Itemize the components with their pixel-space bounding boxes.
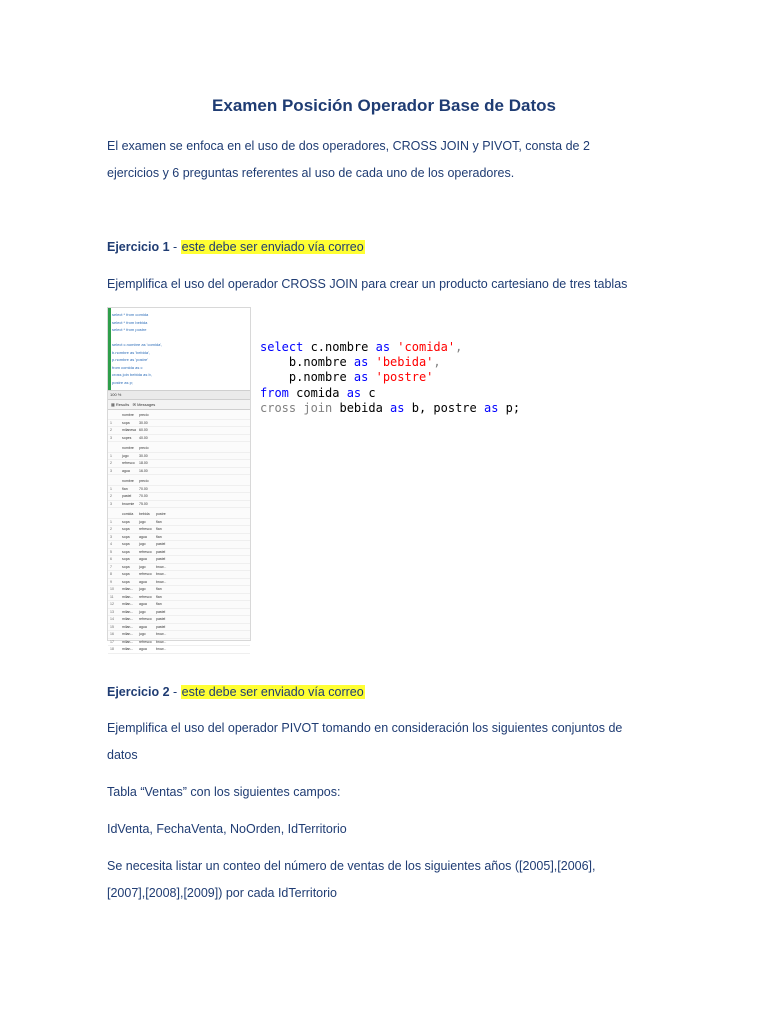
requirement-line-1: Se necesita listar un conteo del número de ventas de los siguientes años ([2005],[2006], [107,859,596,873]
result-row [108,468,250,476]
result-cell: sopa [122,557,130,561]
result-row-number: 11 [110,594,114,599]
screenshot-result-set [108,478,250,508]
result-row [108,564,250,572]
result-column-header: bebida [139,512,150,516]
result-cell: refresco [139,572,152,576]
screenshot-editor-line: select * from bebida [112,319,148,325]
result-row [108,571,250,579]
result-row [108,460,250,468]
result-cell: agua [139,534,147,539]
result-row-number: 17 [110,639,114,644]
result-row [108,453,250,461]
result-header-row [108,478,250,486]
result-cell: sopa [122,549,130,554]
result-row [108,639,250,647]
result-row-number: 2 [110,461,112,465]
result-cell: pastel [156,549,166,554]
ventas-table-line: Tabla “Ventas” con los siguientes campos: [107,785,341,799]
result-cell: jugo [139,542,146,546]
result-row-number: 9 [110,579,112,584]
result-row [108,420,250,428]
result-cell: jugo [139,519,146,524]
screenshot-editor-line: select c.nombre as 'comida', [112,342,163,347]
result-cell: brownie [122,501,135,506]
result-cell: pastel [156,557,166,561]
result-row [108,631,250,639]
result-cell: agua [139,557,147,561]
result-cell: agua [139,579,147,584]
result-cell: refresco [139,617,152,621]
code-line-5: cross join bebida as b, postre as p; [260,400,521,415]
result-cell: 16.00 [139,468,148,473]
requirement-paragraph [107,853,647,907]
result-cell: agua [139,602,147,606]
result-cell: sopa [122,527,130,531]
result-cell: sopa [122,542,130,546]
result-cell: milan... [122,639,134,644]
ventas-fields-line: IdVenta, FechaVenta, NoOrden, IdTerritorio [107,822,347,836]
result-cell: pastel [122,494,132,498]
result-row-number: 15 [110,624,114,629]
result-cell: pastel [156,609,166,614]
result-row [108,601,250,609]
result-cell: flan [156,594,162,599]
result-cell: refresco [139,527,152,531]
screenshot-editor-pane [108,308,250,391]
exercise-1-heading [107,240,365,254]
result-cell: sopa [122,519,130,524]
result-row [108,609,250,617]
screenshot-result-tabs [108,400,250,410]
screenshot-result-set [108,445,250,475]
result-cell: milan... [122,594,134,599]
result-column-header: precio [139,479,149,483]
exercise-2-note: este debe ser enviado vía correo [181,685,364,699]
result-cell: agua [122,468,130,473]
exercise-2-desc-line-2: datos [107,748,138,762]
code-line-3: p.nombre as 'postre' [260,370,434,385]
result-cell: refresco [122,461,135,465]
result-row-number: 3 [110,435,112,440]
result-header-row [108,511,250,519]
result-cell: pastel [156,542,166,546]
result-column-header: precio [139,446,149,450]
result-cell: flan [156,519,162,524]
result-row-number: 1 [110,420,112,425]
result-row-number: 6 [110,557,112,561]
result-cell: milanesa [122,428,137,432]
tab-messages: Messages [137,402,156,407]
screenshot-result-set [108,412,250,442]
result-column-header: nombre [122,446,134,450]
result-cell: 70.00 [139,486,148,491]
result-row [108,549,250,557]
screenshot-editor-line: p.nombre as 'postre' [112,357,148,362]
result-cell: brow... [156,579,167,584]
result-row [108,501,250,509]
exercise-2-desc-line-1: Ejemplifica el uso del operador PIVOT tomando en consideración los siguientes conjuntos de [107,721,623,735]
result-row [108,486,250,494]
page-title: Examen Posición Operador Base de Datos [212,96,556,115]
result-row-number: 2 [110,428,112,432]
result-row-number: 3 [110,534,112,539]
result-row-number: 12 [110,602,114,606]
exercise-1-description: Ejemplifica el uso del operador CROSS JOIN para crear un producto cartesiano de tres tablas [107,277,628,291]
result-row-number: 1 [110,453,112,458]
result-cell: sopa [122,579,130,584]
screenshot-editor-line: postre as p; [112,379,133,385]
screenshot-editor-line: b.nombre as 'bebida', [112,349,150,355]
screenshot-result-sets [108,412,250,654]
code-line-4: from comida as c [260,385,376,400]
result-row-number: 13 [110,609,114,614]
result-cell: 18.00 [139,461,148,465]
result-row-number: 4 [110,542,112,546]
result-row-number: 8 [110,572,112,576]
result-row [108,646,250,654]
result-cell: milan... [122,617,134,621]
result-column-header: comida [122,512,134,516]
result-cell: 75.00 [139,501,148,506]
result-cell: flan [156,602,162,606]
result-cell: flan [156,534,162,539]
result-cell: jugo [139,587,146,591]
result-row [108,427,250,435]
result-cell: 40.00 [139,435,148,440]
result-row [108,556,250,564]
result-cell: jugo [139,632,146,636]
result-cell: brow... [156,564,167,569]
result-cell: milan... [122,624,134,629]
sql-editor-screenshot [107,307,251,651]
result-cell: milan... [122,632,134,636]
result-cell: brow... [156,647,167,651]
result-row-number: 3 [110,501,112,506]
result-row [108,616,250,624]
result-row-number: 18 [110,647,114,651]
result-cell: agua [139,647,147,651]
result-row-number: 16 [110,632,114,636]
result-row-number: 3 [110,468,112,473]
result-cell: flan [156,527,162,531]
result-cell: pastel [156,617,166,621]
intro-paragraph [107,133,647,187]
result-row-number: 10 [110,587,114,591]
result-cell: jugo [139,609,146,614]
result-cell: milan... [122,647,134,651]
result-cell: milan... [122,609,134,614]
result-cell: brow... [156,632,167,636]
result-cell: refresco [139,549,152,554]
result-column-header: nombre [122,413,134,417]
results-grid-icon: ▦ [111,402,115,407]
result-row [108,534,250,542]
intro-line-1: El examen se enfoca en el uso de dos operadores, CROSS JOIN y PIVOT, consta de 2 [107,139,590,153]
result-row [108,586,250,594]
screenshot-result-set [108,511,250,654]
result-cell: refresco [139,594,152,599]
exercise-2-heading [107,685,365,699]
screenshot-editor-line: from comida as c [112,364,143,370]
result-cell: sopa [122,534,130,539]
result-row-number: 7 [110,564,112,569]
result-cell: jugo [139,564,146,569]
result-cell: flan [122,486,128,491]
result-row-number: 5 [110,549,112,554]
requirement-line-2: [2007],[2008],[2009]) por cada IdTerritorio [107,886,338,900]
screenshot-editor-line: select * from comida [112,312,149,317]
result-row-number: 1 [110,486,112,491]
result-row-number: 1 [110,519,112,524]
result-cell: refresco [139,639,152,644]
result-cell: jugo [122,453,129,458]
exercise-2-description [107,715,647,769]
screenshot-change-gutter [108,308,111,390]
result-row [108,493,250,501]
exercise-1-label: Ejercicio 1 [107,240,170,254]
intro-line-2: ejercicios y 6 preguntas referentes al uso de cada uno de los operadores. [107,166,515,180]
result-column-header: precio [139,413,149,417]
result-row-number: 14 [110,617,114,621]
result-cell: milan... [122,602,134,606]
screenshot-editor-line: select * from postre [112,327,147,332]
result-row [108,526,250,534]
exercise-1-separator: - [169,240,181,254]
result-cell: agua [139,624,147,629]
code-line-1: select c.nombre as 'comida', [260,340,463,354]
result-header-row [108,445,250,453]
result-row [108,519,250,527]
result-cell: 30.00 [139,453,148,458]
result-header-row [108,412,250,420]
result-cell: brow... [156,639,167,644]
code-line-2: b.nombre as 'bebida', [260,355,441,370]
screenshot-editor-line: cross join bebida as b, [112,372,152,377]
result-cell: pastel [156,624,166,629]
tab-results: Results [115,402,130,407]
result-cell: sopes [122,435,132,440]
result-row [108,594,250,602]
result-cell: flan [156,587,162,591]
exercise-2-separator: - [169,685,181,699]
result-cell: brow... [156,572,167,576]
exercise-2-label: Ejercicio 2 [107,685,170,699]
result-row [108,579,250,587]
sql-code-block [260,340,520,416]
result-column-header: postre [156,512,166,516]
result-cell: milan... [122,587,134,591]
result-cell: sopa [122,572,130,576]
result-row-number: 2 [110,527,112,531]
result-row-number: 2 [110,494,112,498]
messages-icon: ✉ [132,402,136,407]
result-column-header: nombre [122,479,134,483]
result-cell: sopa [122,420,130,425]
result-cell: 70.00 [139,494,148,498]
result-row [108,624,250,632]
result-cell: 30.00 [139,420,148,425]
result-row [108,435,250,443]
result-cell: 60.00 [139,428,148,432]
exercise-1-note: este debe ser enviado vía correo [181,240,364,254]
result-cell: sopa [122,564,130,569]
result-row [108,541,250,549]
screenshot-zoom-bar: 100 % [108,391,250,400]
